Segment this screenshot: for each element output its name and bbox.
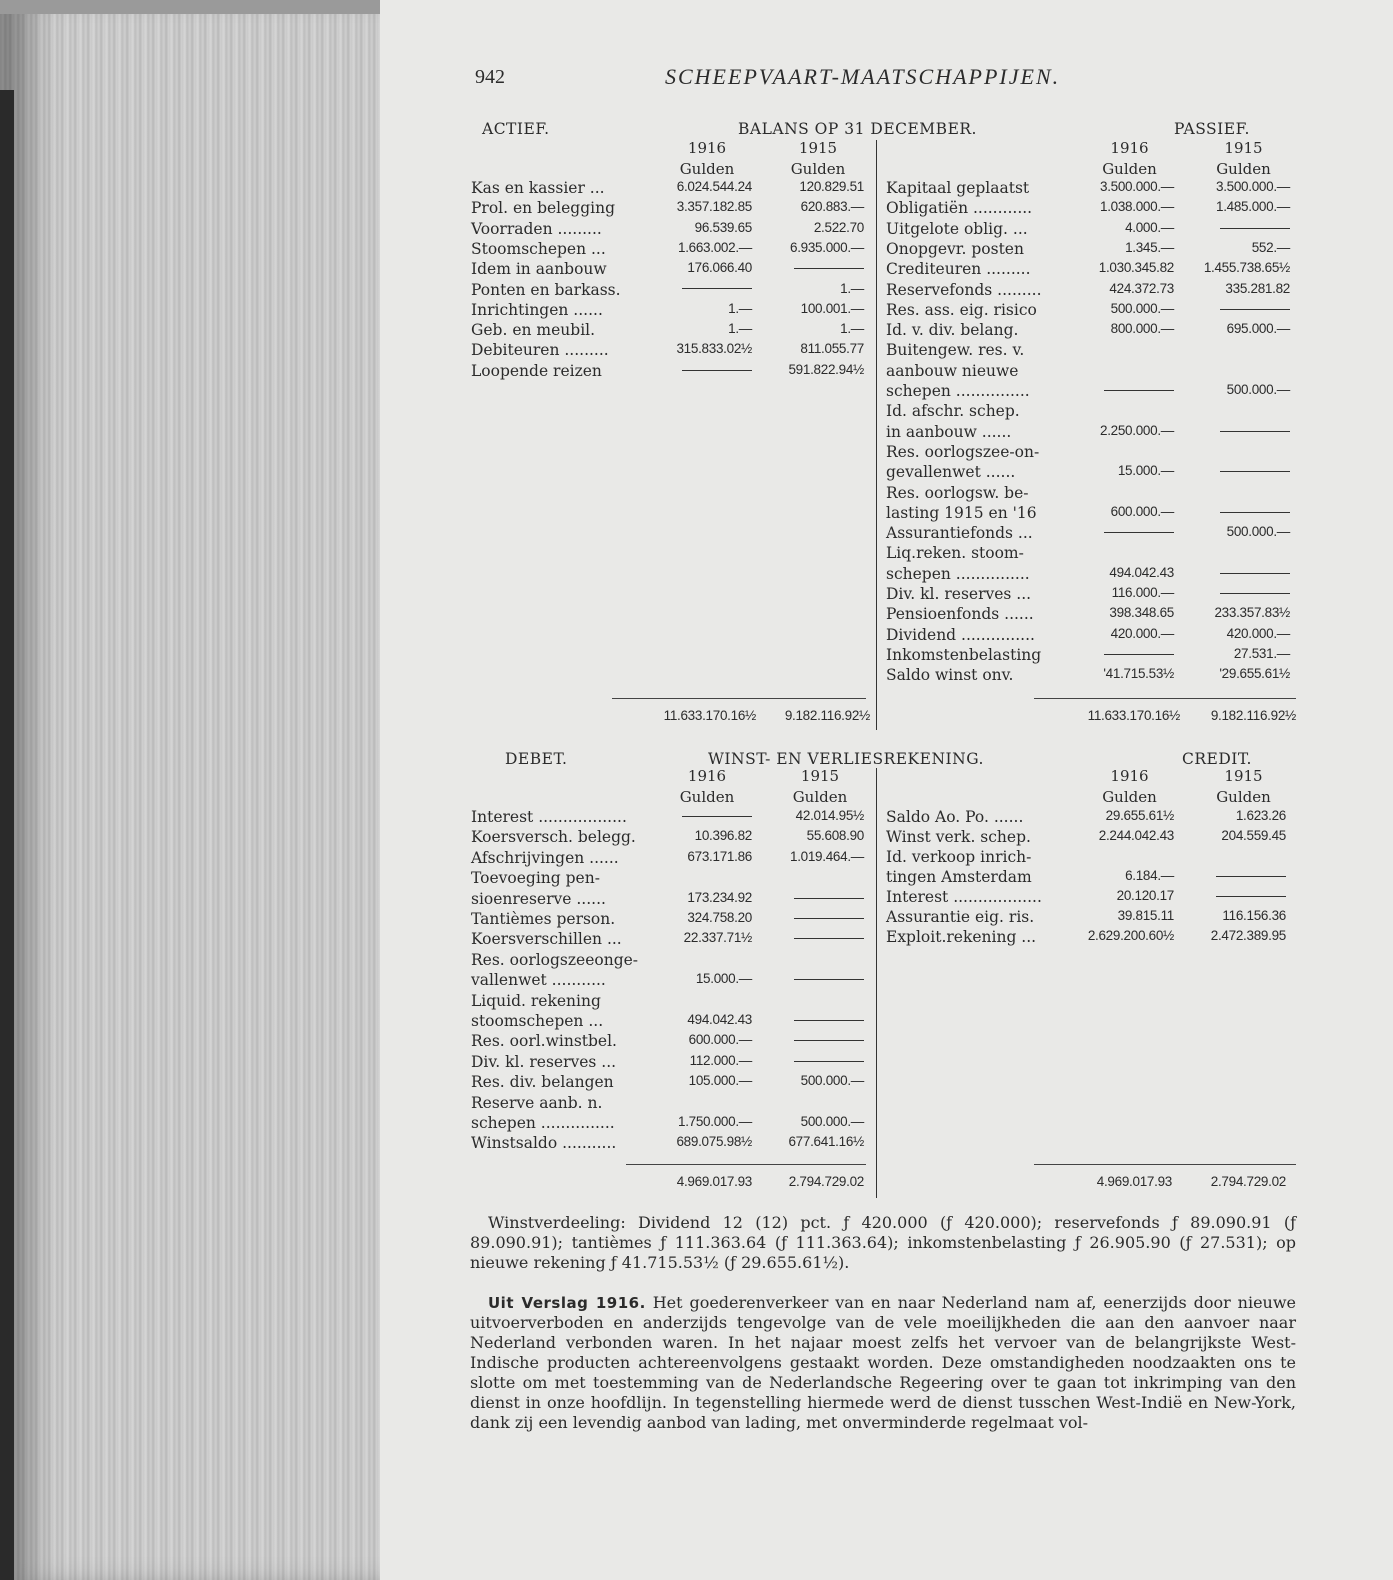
row-value-1915: 500.000.— bbox=[1226, 382, 1290, 397]
row-value-1916: 1.663.002.— bbox=[677, 239, 752, 255]
row-label: Idem in aanbouw bbox=[471, 260, 607, 279]
row-value-1915: 2.472.389.95 bbox=[1210, 928, 1286, 943]
row-value-1916: 673.171.86 bbox=[687, 848, 752, 864]
row-value-1915: 620.883.— bbox=[800, 199, 864, 215]
row-value-1915: 591.822.94½ bbox=[788, 361, 864, 377]
row-value-1916: 176.066.40 bbox=[687, 260, 752, 276]
row-label: Res. oorlogsw. be- bbox=[886, 483, 1029, 502]
row-label: Buitengew. res. v. bbox=[886, 341, 1025, 360]
row-label: aanbouw nieuwe bbox=[886, 361, 1019, 380]
book-page-edges bbox=[0, 0, 395, 1580]
row-value-1916: 116.000.— bbox=[1111, 585, 1174, 600]
row-value-1915: 233.357.83½ bbox=[1214, 605, 1290, 621]
row-value-1916: 600.000.— bbox=[1110, 503, 1174, 519]
row-value-1915: 1.— bbox=[840, 321, 864, 337]
row-label: Toevoeging pen- bbox=[471, 869, 600, 888]
col-header-1915: 1915 Gulden bbox=[792, 767, 848, 806]
liabilities-total-1915: 9.182.116.92½ bbox=[1210, 708, 1296, 723]
row-value-1916: 1.— bbox=[728, 321, 752, 337]
row-value-1916: 6.024.544.24 bbox=[676, 179, 752, 194]
row-value-1916: 420.000.— bbox=[1110, 625, 1174, 641]
row-label: Reservefonds ......... bbox=[886, 280, 1042, 299]
row-value-1915: 6.935.000.— bbox=[789, 239, 864, 255]
col-header-1916: 1916 Gulden bbox=[679, 767, 735, 806]
row-value-1915: 811.055.77 bbox=[800, 341, 864, 357]
column-divider bbox=[876, 768, 877, 1198]
winstverdeeling-paragraph: Winstverdeeling: Dividend 12 (12) pct. ƒ 420.000 (ƒ 420.000); reservefonds ƒ 89.090.91 (ƒ 89.090.91); tantièmes ƒ 111.363.64 (ƒ 111.363.64); inkomstenbelasting ƒ 26.905.90 (ƒ 27.531); op nieuwe rekening ƒ 41.715.53½ (ƒ 29.655.61½). bbox=[470, 1213, 1296, 1272]
row-label: Id. v. div. belang. bbox=[886, 321, 1019, 340]
row-value-1916 bbox=[630, 362, 752, 377]
row-label: Onopgevr. posten bbox=[886, 239, 1024, 258]
row-value-1916 bbox=[630, 808, 752, 823]
row-label: Res. div. belangen bbox=[471, 1073, 614, 1092]
row-label: Inrichtingen ...... bbox=[471, 300, 603, 319]
nil-dash bbox=[682, 288, 752, 289]
row-value-1915 bbox=[1174, 565, 1290, 580]
nil-dash bbox=[1220, 573, 1290, 574]
row-value-1916: 494.042.43 bbox=[1109, 564, 1174, 580]
row-value-1915 bbox=[752, 910, 864, 925]
row-label: vallenwet ........... bbox=[471, 971, 606, 990]
row-label: Assurantie eig. ris. bbox=[886, 908, 1035, 926]
row-value-1915 bbox=[1174, 301, 1290, 316]
row-label: Koersverschillen ... bbox=[471, 930, 622, 949]
verslag-body: Het goederenverkeer van en naar Nederland nam af, eenerzijds door nieuwe uitvoerverboden en anderzijds tengevolge van de vele moeilijkheden die aan den aanvoer naar Nederland verbonden waren. In het najaar moest zelfs het vervoer van de belangrijkste West-Indische producten achtereenvolgens gestaakt worden. Deze omstandigheden noodzaakten ons te slotte om met toestemming van de Nederlandsche Regeering over te gaan tot inkrimping van den dienst in onze hoofdlijn. In tegenstelling hiermede werd de dienst tusschen West-Indië en New-York, dank zij een levendig aanbod van lading, met onverminderde regelmaat vol- bbox=[470, 1293, 1296, 1432]
verslag-paragraph bbox=[470, 1293, 1296, 1433]
credit-total-1916: 4.969.017.93 bbox=[1096, 1174, 1172, 1189]
credit-total-1915: 2.794.729.02 bbox=[1210, 1174, 1286, 1189]
row-label: Prol. en belegging bbox=[471, 199, 615, 218]
nil-dash bbox=[1220, 471, 1290, 472]
row-label: Afschrijvingen ...... bbox=[471, 848, 619, 867]
row-value-1915: 1.623.26 bbox=[1235, 808, 1286, 823]
row-value-1916 bbox=[1050, 524, 1174, 539]
row-value-1916: 315.833.02½ bbox=[676, 341, 752, 357]
row-value-1916: 2.244.042.43 bbox=[1098, 828, 1174, 843]
row-value-1915: 695.000.— bbox=[1226, 321, 1290, 337]
nil-dash bbox=[794, 1040, 864, 1041]
row-label: Kapitaal geplaatst bbox=[886, 179, 1030, 197]
row-label: Liquid. rekening bbox=[471, 991, 601, 1010]
nil-dash bbox=[794, 979, 864, 980]
col-header-1915: 1915 Gulden bbox=[1216, 139, 1271, 178]
passief-title: PASSIEF. bbox=[1174, 120, 1250, 138]
row-label: Interest .................. bbox=[471, 808, 627, 826]
nil-dash bbox=[682, 370, 752, 371]
col-header-1915: 1915 Gulden bbox=[790, 139, 846, 178]
nil-dash bbox=[1216, 876, 1286, 877]
credit-title: CREDIT. bbox=[1182, 750, 1252, 768]
row-label: Id. afschr. schep. bbox=[886, 402, 1020, 421]
row-value-1915: 116.156.36 bbox=[1222, 908, 1286, 923]
row-value-1915: 204.559.45 bbox=[1221, 828, 1286, 843]
nil-dash bbox=[1220, 593, 1290, 594]
row-value-1916: 6.184.— bbox=[1125, 868, 1174, 883]
row-value-1915: 1.455.738.65½ bbox=[1203, 260, 1290, 276]
row-label: gevallenwet ...... bbox=[886, 463, 1016, 482]
row-value-1915 bbox=[752, 890, 864, 905]
row-value-1915: 552.— bbox=[1251, 239, 1290, 255]
row-value-1915: 335.281.82 bbox=[1225, 280, 1290, 296]
row-value-1916: 105.000.— bbox=[688, 1073, 752, 1089]
row-value-1915: 42.014.95½ bbox=[795, 808, 864, 823]
balance-title: BALANS OP 31 DECEMBER. bbox=[738, 120, 977, 138]
row-value-1916: 2.629.200.60½ bbox=[1087, 928, 1174, 943]
nil-dash bbox=[1220, 512, 1290, 513]
nil-dash bbox=[794, 898, 864, 899]
row-label: Assurantiefonds ... bbox=[886, 524, 1033, 543]
row-label: Kas en kassier ... bbox=[471, 179, 605, 197]
row-value-1915 bbox=[1174, 868, 1286, 883]
row-value-1915 bbox=[752, 1012, 864, 1027]
row-label: in aanbouw ...... bbox=[886, 422, 1012, 441]
row-label: sioenreserve ...... bbox=[471, 889, 606, 908]
row-label: Saldo Ao. Po. ...... bbox=[886, 808, 1024, 826]
row-value-1915: 3.500.000.— bbox=[1215, 179, 1290, 194]
row-label: stoomschepen ... bbox=[471, 1012, 604, 1030]
row-value-1916: 29.655.61½ bbox=[1105, 808, 1174, 823]
row-value-1916: 20.120.17 bbox=[1116, 888, 1174, 903]
nil-dash bbox=[1104, 390, 1174, 391]
row-value-1916: 112.000.— bbox=[689, 1052, 752, 1068]
row-value-1915: 500.000.— bbox=[800, 1114, 864, 1129]
row-label: Exploit.rekening ... bbox=[886, 928, 1037, 946]
row-label: schepen ............... bbox=[886, 564, 1030, 583]
row-label: Uitgelote oblig. ... bbox=[886, 219, 1028, 238]
row-value-1915 bbox=[1174, 585, 1290, 600]
row-value-1916: 15.000.— bbox=[1117, 463, 1174, 479]
debit-total-1916: 4.969.017.93 bbox=[676, 1174, 752, 1189]
col-header-1915: 1915 Gulden bbox=[1216, 767, 1271, 806]
row-value-1916: 1.345.— bbox=[1125, 239, 1174, 255]
total-rule bbox=[612, 698, 866, 699]
row-value-1915: 677.641.16½ bbox=[788, 1134, 864, 1150]
row-value-1916: 424.372.73 bbox=[1109, 280, 1174, 296]
row-value-1916: 324.758.20 bbox=[687, 910, 752, 925]
row-value-1916: 398.348.65 bbox=[1109, 605, 1174, 621]
row-value-1915: 500.000.— bbox=[800, 1073, 864, 1089]
col-header-1916: 1916 Gulden bbox=[1102, 139, 1157, 178]
row-label: Interest .................. bbox=[886, 888, 1042, 906]
row-value-1915 bbox=[752, 1053, 864, 1068]
row-value-1916: 1.750.000.— bbox=[677, 1114, 752, 1129]
row-value-1916: 39.815.11 bbox=[1117, 908, 1174, 923]
row-value-1916: 800.000.— bbox=[1110, 321, 1174, 337]
row-value-1915 bbox=[752, 260, 864, 275]
row-value-1915: 55.608.90 bbox=[806, 828, 864, 844]
nil-dash bbox=[1220, 228, 1290, 229]
row-label: Res. oorlogszeeonge- bbox=[471, 950, 639, 969]
row-label: Res. oorl.winstbel. bbox=[471, 1032, 617, 1051]
row-value-1915: 1.— bbox=[840, 280, 864, 296]
row-label: Saldo winst onv. bbox=[886, 666, 1014, 685]
row-value-1915: 1.019.464.— bbox=[789, 848, 864, 864]
row-label: Stoomschepen ... bbox=[471, 239, 606, 258]
row-label: Winst verk. schep. bbox=[886, 828, 1031, 846]
nil-dash bbox=[1104, 532, 1174, 533]
row-value-1915: 500.000.— bbox=[1226, 524, 1290, 540]
total-rule bbox=[1034, 698, 1296, 699]
row-label: Inkomstenbelasting bbox=[886, 645, 1042, 664]
row-label: Koersversch. belegg. bbox=[471, 828, 636, 847]
row-value-1916: 500.000.— bbox=[1110, 300, 1174, 316]
row-label: lasting 1915 en '16 bbox=[886, 503, 1037, 522]
nil-dash bbox=[794, 1020, 864, 1021]
row-label: Crediteuren ......... bbox=[886, 260, 1031, 279]
row-label: Dividend ............... bbox=[886, 625, 1035, 644]
debit-total-1915: 2.794.729.02 bbox=[788, 1174, 864, 1189]
row-label: Reserve aanb. n. bbox=[471, 1093, 603, 1112]
row-value-1916: 96.539.65 bbox=[694, 219, 752, 235]
row-value-1915: 420.000.— bbox=[1226, 625, 1290, 641]
row-value-1916: 600.000.— bbox=[688, 1032, 752, 1048]
book-binding-shadow bbox=[0, 90, 14, 1580]
row-value-1916: 3.357.182.85 bbox=[676, 199, 752, 215]
row-value-1916: '41.715.53½ bbox=[1103, 666, 1174, 682]
nil-dash bbox=[794, 268, 864, 269]
row-value-1916: 10.396.82 bbox=[694, 828, 752, 844]
row-value-1916: 494.042.43 bbox=[687, 1012, 752, 1027]
row-value-1915: 100.001.— bbox=[800, 300, 864, 316]
col-header-1916: 1916 Gulden bbox=[679, 139, 735, 178]
row-label: Ponten en barkass. bbox=[471, 280, 621, 299]
row-label: Liq.reken. stoom- bbox=[886, 544, 1024, 563]
row-label: Obligatiën ............ bbox=[886, 199, 1033, 218]
verslag-heading: Uit Verslag 1916. bbox=[488, 1294, 646, 1312]
row-label: Div. kl. reserves ... bbox=[886, 585, 1032, 603]
row-label: Div. kl. reserves ... bbox=[471, 1052, 617, 1071]
nil-dash bbox=[1216, 896, 1286, 897]
book-top-edge bbox=[0, 0, 395, 14]
row-value-1915: 1.485.000.— bbox=[1215, 199, 1290, 215]
nil-dash bbox=[1104, 654, 1174, 655]
pnl-title: WINST- EN VERLIESREKENING. bbox=[708, 750, 984, 768]
row-label: Winstsaldo ........... bbox=[471, 1134, 617, 1153]
row-value-1915 bbox=[1174, 220, 1290, 235]
row-value-1915: '29.655.61½ bbox=[1219, 666, 1290, 682]
nil-dash bbox=[794, 1061, 864, 1062]
row-value-1915 bbox=[752, 930, 864, 945]
nil-dash bbox=[1220, 309, 1290, 310]
row-value-1916: 1.030.345.82 bbox=[1098, 260, 1174, 276]
row-label: schepen ............... bbox=[886, 382, 1030, 400]
actief-title: ACTIEF. bbox=[482, 120, 550, 138]
row-value-1915: 2.522.70 bbox=[813, 219, 864, 235]
nil-dash bbox=[794, 918, 864, 919]
nil-dash bbox=[1220, 431, 1290, 432]
row-value-1916: 22.337.71½ bbox=[683, 930, 752, 946]
page-number: 942 bbox=[475, 66, 505, 88]
column-divider bbox=[876, 140, 877, 730]
row-value-1916: 2.250.000.— bbox=[1099, 422, 1174, 438]
row-value-1916: 689.075.98½ bbox=[676, 1134, 752, 1150]
row-value-1916: 3.500.000.— bbox=[1099, 179, 1174, 194]
row-value-1915 bbox=[1174, 888, 1286, 903]
row-value-1915 bbox=[1174, 504, 1290, 519]
total-rule bbox=[1034, 1164, 1296, 1165]
row-value-1915 bbox=[752, 971, 864, 986]
row-value-1915 bbox=[1174, 423, 1290, 438]
running-head: SCHEEPVAART-MAATSCHAPPIJEN. bbox=[665, 64, 1061, 89]
liabilities-total-1916: 11.633.170.16½ bbox=[1087, 708, 1180, 723]
row-value-1916: 1.— bbox=[728, 300, 752, 316]
col-header-1916: 1916 Gulden bbox=[1102, 767, 1157, 806]
row-label: Res. ass. eig. risico bbox=[886, 300, 1037, 319]
row-value-1916 bbox=[1050, 646, 1174, 661]
row-label: Loopende reizen bbox=[471, 361, 602, 380]
row-value-1916: 15.000.— bbox=[695, 971, 752, 987]
assets-total-1915: 9.182.116.92½ bbox=[784, 708, 870, 723]
row-value-1915: 27.531.— bbox=[1233, 645, 1290, 661]
row-value-1916: 173.234.92 bbox=[687, 889, 752, 905]
row-label: Geb. en meubil. bbox=[471, 321, 596, 340]
assets-total-1916: 11.633.170.16½ bbox=[663, 708, 756, 723]
row-value-1916 bbox=[1050, 382, 1174, 397]
row-value-1916: 1.038.000.— bbox=[1099, 199, 1174, 215]
nil-dash bbox=[794, 938, 864, 939]
row-value-1916 bbox=[630, 281, 752, 296]
row-label: Debiteuren ......... bbox=[471, 341, 609, 360]
row-label: schepen ............... bbox=[471, 1114, 615, 1132]
row-value-1915 bbox=[1174, 463, 1290, 478]
row-label: Pensioenfonds ...... bbox=[886, 605, 1034, 624]
row-value-1916: 4.000.— bbox=[1125, 219, 1174, 235]
row-label: Res. oorlogszee-on- bbox=[886, 442, 1040, 461]
row-label: Tantièmes person. bbox=[471, 910, 616, 928]
row-label: Voorraden ......... bbox=[471, 219, 602, 238]
row-value-1915: 120.829.51 bbox=[799, 179, 864, 194]
total-rule bbox=[626, 1164, 866, 1165]
debet-title: DEBET. bbox=[505, 750, 568, 768]
row-value-1915 bbox=[752, 1032, 864, 1047]
row-label: Id. verkoop inrich- bbox=[886, 848, 1032, 866]
row-label: tingen Amsterdam bbox=[886, 868, 1032, 886]
nil-dash bbox=[682, 816, 752, 817]
